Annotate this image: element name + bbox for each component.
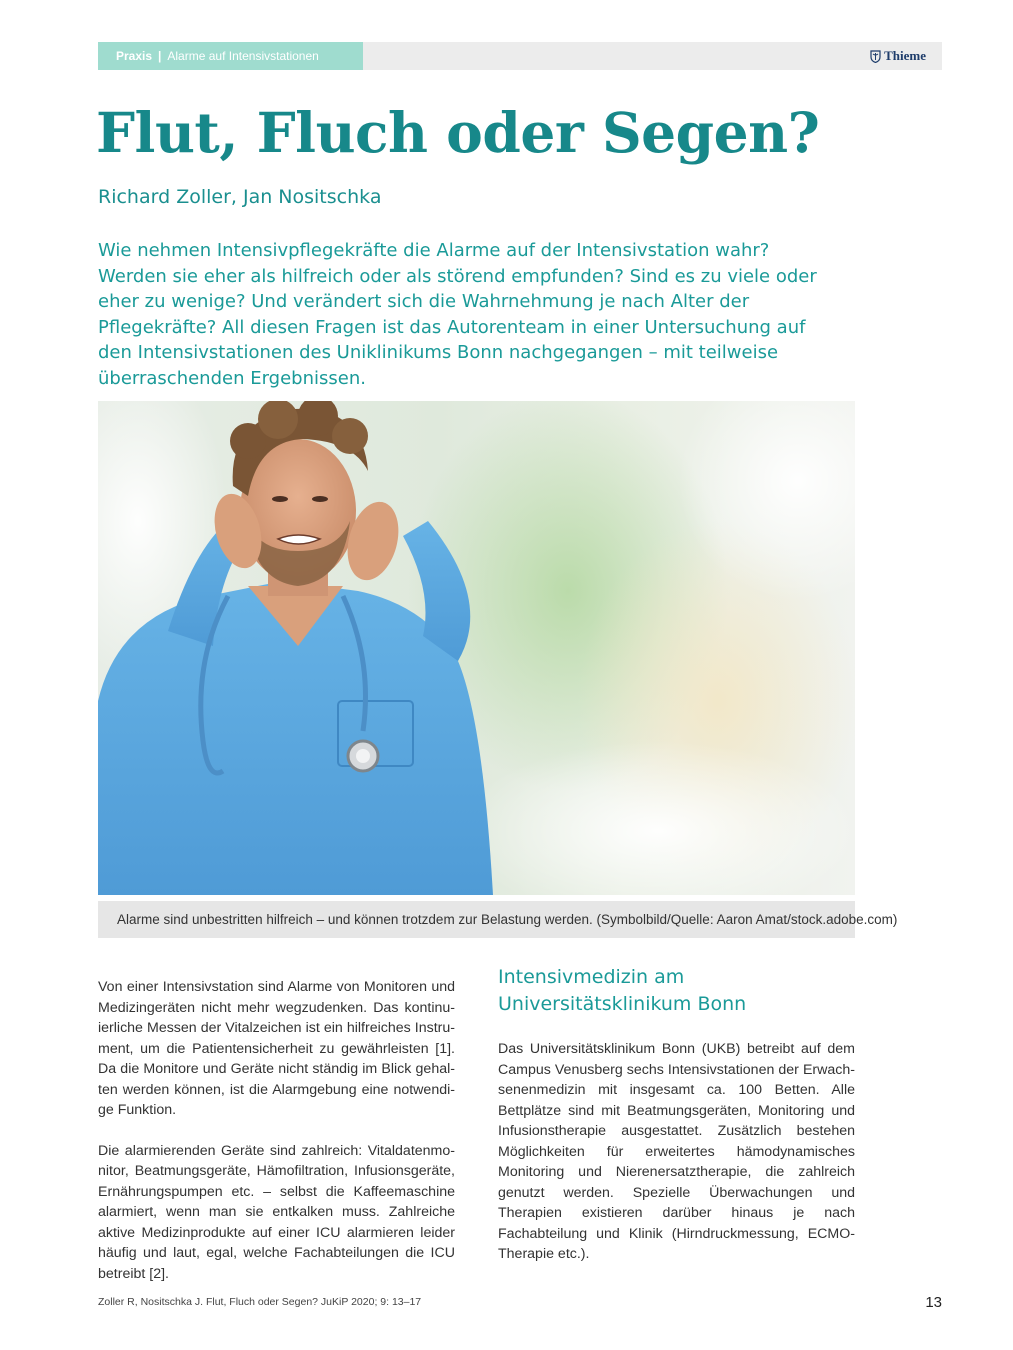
page-number: 13	[925, 1294, 942, 1311]
publisher-name: Thieme	[884, 48, 926, 63]
section-subheading: Intensivmedizin am Universitätsklinikum Bonn	[498, 966, 747, 1015]
thieme-emblem-icon	[870, 50, 881, 63]
running-header	[98, 42, 942, 70]
article-title: Flut, Fluch oder Segen?	[96, 100, 820, 165]
body-paragraph: Die alarmierenden Geräte sind zahlreich: Vitaldatenmonitor, Beatmungsgeräte, Hämofiltration, Infusionsgeräte, Ernährungspumpen etc. – selbst die Kaffeemaschine alarmiert, wenn man sie entkalken muss. Zahlreiche aktive Medizinprodukte auf einer ICU alarmieren leider häufig und laut, egal, welche Fachabteilungen die ICU betreibt [2].	[98, 1142, 455, 1282]
body-column-left	[98, 977, 455, 1284]
article-authors: Richard Zoller, Jan Nositschka	[98, 186, 382, 208]
figure-caption: Alarme sind unbestritten hilfreich – und können trotzdem zur Belastung werden. (Symbolbild/Quelle: Aaron Amat/stock.adobe.com)	[117, 912, 898, 927]
section-separator: |	[158, 49, 162, 63]
nurse-covering-ears-illustration	[98, 401, 855, 895]
section-label: Praxis	[116, 49, 153, 63]
publisher-logo	[870, 42, 926, 70]
figure-caption-box	[98, 901, 898, 938]
footer-citation: Zoller R, Nositschka J. Flut, Fluch oder Segen? JuKiP 2020; 9: 13–17	[98, 1296, 422, 1308]
article-lead: Wie nehmen Intensivpflegekräfte die Alarme auf der Intensivstation wahr? Werden sie eher als hilfreich oder als störend empfunden? Sind es zu viele oder eher zu wenige? Und verändert sich die Wahrnehmung je nach Alter der Pflegekräfte? All diesen Fragen ist das Autorenteam in einer Untersuchung auf den Intensivstationen des Uniklinikums Bonn nachgegangen – mit teilweise überraschenden Ergebnissen.	[98, 240, 817, 389]
body-paragraph: Von einer Intensivstation sind Alarme von Monitoren und Medizingeräten nicht mehr wegzudenken. Das kontinuierliche Messen der Vitalzeichen ist ein hilfreiches Instrument, um die Patientensicherheit zu gewährleisten [1]. Da die Monitore und Geräte nicht ständig im Blick gehalten werden können, ist die Alarmgebung eine notwendige Funktion.	[98, 979, 455, 1118]
section-topic: Alarme auf Intensivstationen	[167, 49, 319, 63]
section-tag	[98, 42, 363, 70]
body-column-right	[498, 1039, 855, 1265]
article-photo	[98, 401, 855, 895]
body-paragraph: Das Universitätsklinikum Bonn (UKB) betreibt auf dem Campus Venusberg sechs Intensivstationen der Erwachsenenmedizin mit insgesamt ca. 100 Betten. Alle Bettplätze sind mit Beatmungsgeräten, Monitoring und Infusionstherapie ausgestattet. Zusätzlich bestehen Möglichkeiten für erweitertes hämodynamisches Monitoring und Nierenersatztherapie, die zahlreich genutzt werden. Spezielle Überwachungen und Therapien existieren darüber hinaus je nach Fachabteilung und Klinik (Hirndruckmessung, ECMO-Therapie etc.).	[498, 1041, 855, 1262]
